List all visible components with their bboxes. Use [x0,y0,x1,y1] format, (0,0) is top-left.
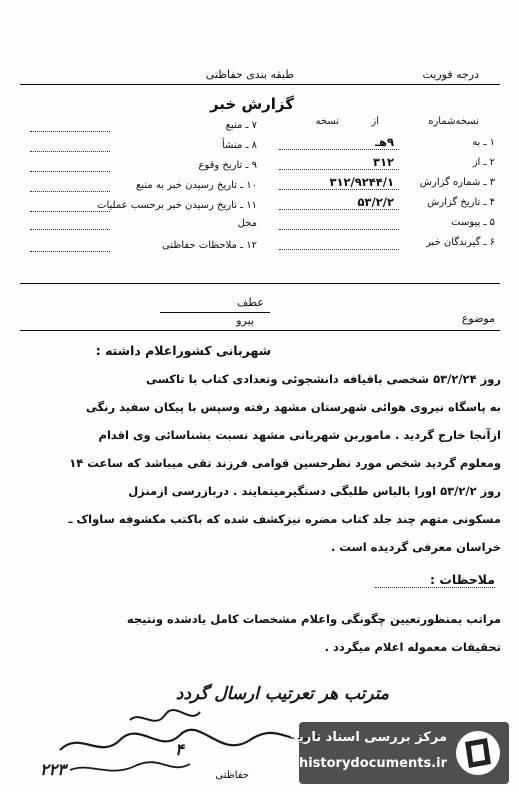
field-label-right: ۴ ـ تاریخ گزارش [427,197,495,208]
field-label-right: ۵ ـ پیوست [451,217,495,228]
field-label-left: ۱۱ ـ تاریخ رسیدن خبر برحسب عملیات [97,200,257,211]
ref-label: عطف [237,296,264,309]
field-label-left: ۸ ـ منشأ [221,140,257,151]
field-dotted-line [279,209,399,210]
priority-label: درجه فوریت [422,68,479,81]
copies-label: نسخه [315,116,339,127]
subject-label: موضوع [461,312,495,325]
watermark-logo-icon [453,728,503,778]
footer-classification: حفاظتی [215,770,249,781]
ref-divider [160,312,270,313]
subject-bottom-rule [20,330,500,331]
field-label-right: ۳ ـ شماره گزارش [419,177,495,188]
follow-label: پیرو [236,314,254,327]
copy-of-label: از [371,116,379,127]
field-dotted-line [30,191,110,192]
copy-number-label: نسخه‌شماره [428,116,479,127]
notes-heading: ملاحظات : [375,572,495,588]
subject-top-rule [20,283,500,284]
field-dotted-line [30,229,110,230]
body-line: ازآنجا خارج گردید . ماموربن شهربانی مشهد نسبت بشناسائی وی اقدام [98,428,501,442]
field-dotted-line [279,249,399,250]
field-dotted-line [30,131,110,132]
body-line: مسکونی متهم چند جلد کتاب مضره نیزکشف شده که باکتب مکشوفه ساواک ـ [68,512,501,526]
field-label-left: ۹ ـ تاریخ وقوع [198,160,257,171]
field-label-left: ۱۰ ـ تاریخ رسیدن خبر به منبع [135,180,257,191]
field-value-right: ۳۱۲/۹۲۴۴/۱ [329,175,394,189]
body-line: به پاسگاه نیروی هوائی شهرستان مشهد رفته وسپس با پیکان سفید رنگی [85,400,501,414]
field-value-right: ۳۱۲ [372,155,394,169]
notes-line: مراتب بمنظورتعیین چگونگی واعلام مشخصات کامل یادشده ونتیجه [126,612,501,626]
field-value-right: ۹هـ [375,135,394,149]
field-label-right: ۲ ـ از [472,157,495,168]
field-dotted-line [279,189,399,190]
field-dotted-line [279,149,399,150]
watermark-box [276,722,509,784]
field-dotted-line [30,211,110,212]
handwritten-note: مترتب هر تعرتیب ارسال گردد [175,684,389,704]
field-label-right: ۱ ـ به [472,137,495,148]
field-dotted-line [30,151,110,152]
watermark-site: historydocuments.ir [298,756,447,771]
body-line: خراسان معرفی گردیده است . [330,540,501,554]
watermark-org: مرکز بررسی اسناد تاریخی [276,730,447,745]
field-dotted-line [30,251,110,252]
field-label-left: محل [237,218,257,229]
signature-scribble [40,700,340,790]
handwritten-initials-left: ۲۲۳ [40,760,66,779]
header-rule [20,84,500,85]
page-title: گزارش خبر [209,95,294,113]
body-heading: شهربانی کشوراعلام داشته : [95,343,271,358]
field-dotted-line [279,169,399,170]
body-line: روز ۵۳/۲/۲ اورا بالباس طلبگی دستگیرمینمایند . دربازرسی ازمنزل [128,484,501,498]
classification-label: طبقه بندی حفاظتی [205,68,294,81]
body-line: روز ۵۳/۲/۲۴ شخصی باقیافه دانشجوئی وتعدادی کتاب با تاکسی [145,372,501,386]
field-label-left: ۱۲ ـ ملاحظات حفاظتی [162,240,257,251]
body-line: ومعلوم گردید شخص مورد نظرحسین قوامی فرزند تقی میباشد که ساعت ۱۴ [69,456,501,470]
field-label-right: ۶ ـ گیرندگان خبر [425,237,495,248]
field-dotted-line [279,229,399,230]
field-label-left: ۷ ـ منبع [225,120,257,131]
field-value-right: ۵۳/۲/۲ [357,195,394,209]
handwritten-initials-right: ۴ [175,740,184,759]
field-dotted-line [30,171,110,172]
notes-line: تحقیقات معموله اعلام میگردد . [324,640,501,654]
